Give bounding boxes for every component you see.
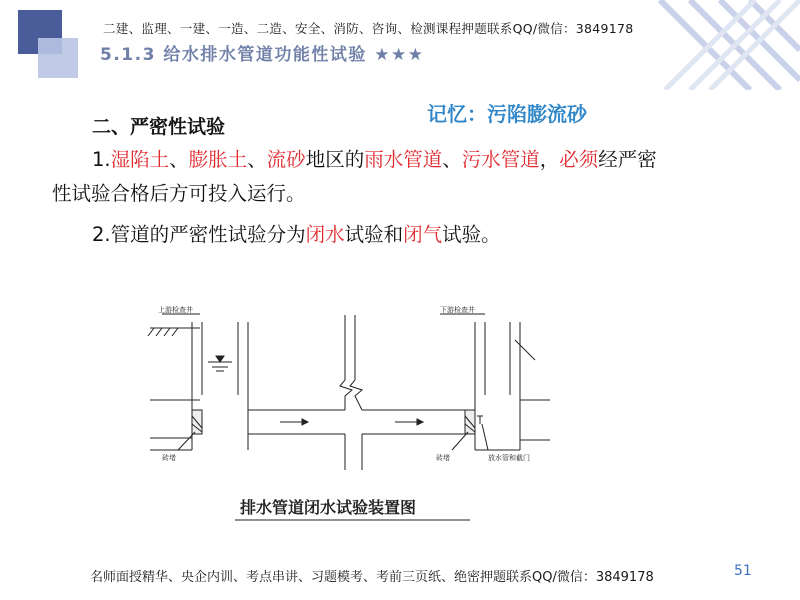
p1-sep-3: 地区的 [305, 148, 365, 171]
p1-term-2: 膨胀土 [188, 148, 248, 171]
closed-water-test-diagram [140, 300, 560, 530]
p1-term-1: 湿陷土 [110, 148, 170, 171]
paragraph-1 [92, 143, 657, 177]
page-number: 51 [734, 563, 752, 579]
label-downstream-manhole: 下游检查井 [440, 306, 475, 314]
diagram-caption: 排水管道闭水试验装置图 [240, 498, 417, 517]
p2-sep-2: 试验。 [442, 223, 501, 246]
label-drain-valve: 放水管和截门 [488, 454, 530, 462]
p1-sep-6: 经严密 [598, 148, 657, 171]
p1-term-4: 雨水管道 [364, 148, 443, 171]
p2-term-2: 闭气 [403, 223, 443, 246]
p1-sep-2: 、 [247, 148, 267, 171]
footer-contact: 名师面授精华、央企内训、考点串讲、习题模考、考前三页纸、绝密押题联系QQ/微信：3849178 [90, 570, 654, 585]
top-contact-banner: 二建、监理、一建、一造、二造、安全、消防、咨询、检测课程押题联系QQ/微信：3849178 [103, 21, 634, 36]
p1-sep-5: ， [539, 148, 560, 171]
p1-term-3: 流砂 [266, 148, 306, 171]
label-upstream-manhole: 上游检查井 [158, 306, 193, 314]
p1-term-5: 污水管道 [461, 148, 540, 171]
p2-term-1: 闭水 [305, 223, 345, 246]
subheading: 二、严密性试验 [92, 116, 226, 138]
memory-tip: 记忆：污陷膨流砂 [427, 102, 587, 126]
decorative-square-light [38, 38, 78, 78]
section-title: 5.1.3 给水排水管道功能性试验 ★★★ [100, 45, 425, 65]
label-brick-plug-right: 砖堵 [436, 454, 450, 462]
paragraph-1-line-2: 性试验合格后方可投入运行。 [52, 182, 306, 205]
decorative-corner-lines [540, 0, 800, 90]
p1-sep-1: 、 [169, 148, 189, 171]
p1-term-6: 必须 [559, 148, 599, 171]
p2-lead: 2.管道的严密性试验分为 [92, 223, 306, 246]
p2-sep-1: 试验和 [344, 223, 404, 246]
p1-lead: 1. [92, 148, 111, 171]
paragraph-2 [92, 218, 501, 252]
p1-sep-4: 、 [442, 148, 462, 171]
label-brick-plug-left: 砖堵 [162, 454, 176, 462]
